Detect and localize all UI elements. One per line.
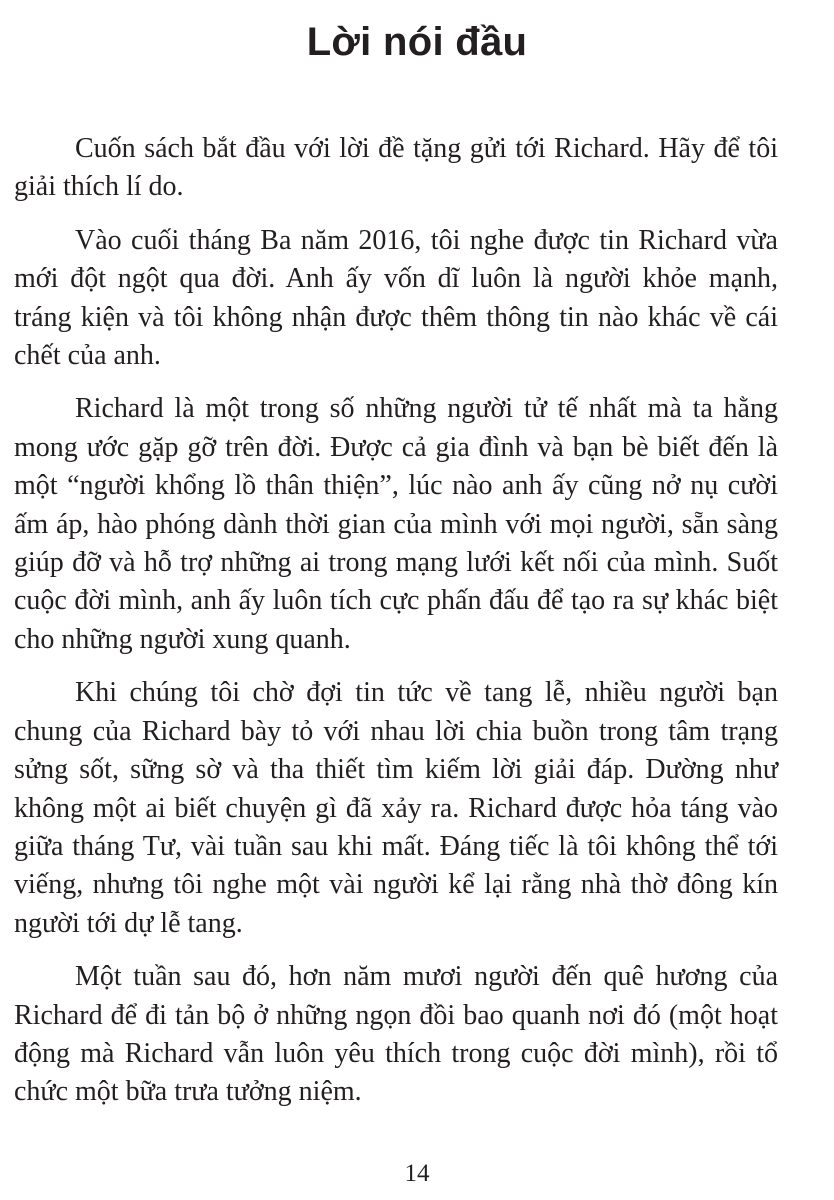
body-text [14, 130, 778, 1127]
page-number: 14 [404, 1160, 430, 1187]
paragraph-3: Richard là một trong số những người tử tế nhất mà ta hằng mong ước gặp gỡ trên đời. Được cả gia đình và bạn bè biết đến là một “người khổng lồ thân thiện”, lúc nào anh ấy cũng nở nụ cười ấm áp, hào phóng dành thời gian của mình với mọi người, sẵn sàng giúp đỡ và hỗ trợ những ai trong mạng lưới kết nối của mình. Suốt cuộc đời mình, anh ấy luôn tích cực phấn đấu để tạo ra sự khác biệt cho những người xung quanh. [14, 393, 778, 655]
chapter-title: Lời nói đầu [306, 20, 528, 64]
paragraph-2: Vào cuối tháng Ba năm 2016, tôi nghe được tin Richard vừa mới đột ngột qua đời. Anh ấy vốn dĩ luôn là người khỏe mạnh, tráng kiện và tôi không nhận được thêm thông tin nào khác về cái chết của anh. [14, 224, 778, 372]
paragraph-5: Một tuần sau đó, hơn năm mươi người đến quê hương của Richard để đi tản bộ ở những ngọn đồi bao quanh nơi đó (một hoạt động mà Richard vẫn luôn yêu thích trong cuộc đời mình), rồi tổ chức một bữa trưa tưởng niệm. [14, 961, 778, 1108]
paragraph-1: Cuốn sách bắt đầu với lời đề tặng gửi tới Richard. Hãy để tôi giải thích lí do. [14, 133, 778, 203]
paragraph-4: Khi chúng tôi chờ đợi tin tức về tang lễ, nhiều người bạn chung của Richard bày tỏ với nhau lời chia buồn trong tâm trạng sửng sốt, sững sờ và tha thiết tìm kiếm lời giải đáp. Dường như không một ai biết chuyện gì đã xảy ra. Richard được hỏa táng vào giữa tháng Tư, vài tuần sau khi mất. Đáng tiếc là tôi không thể tới viếng, nhưng tôi nghe một vài người kể lại rằng nhà thờ đông kín người tới dự lễ tang. [14, 677, 778, 939]
